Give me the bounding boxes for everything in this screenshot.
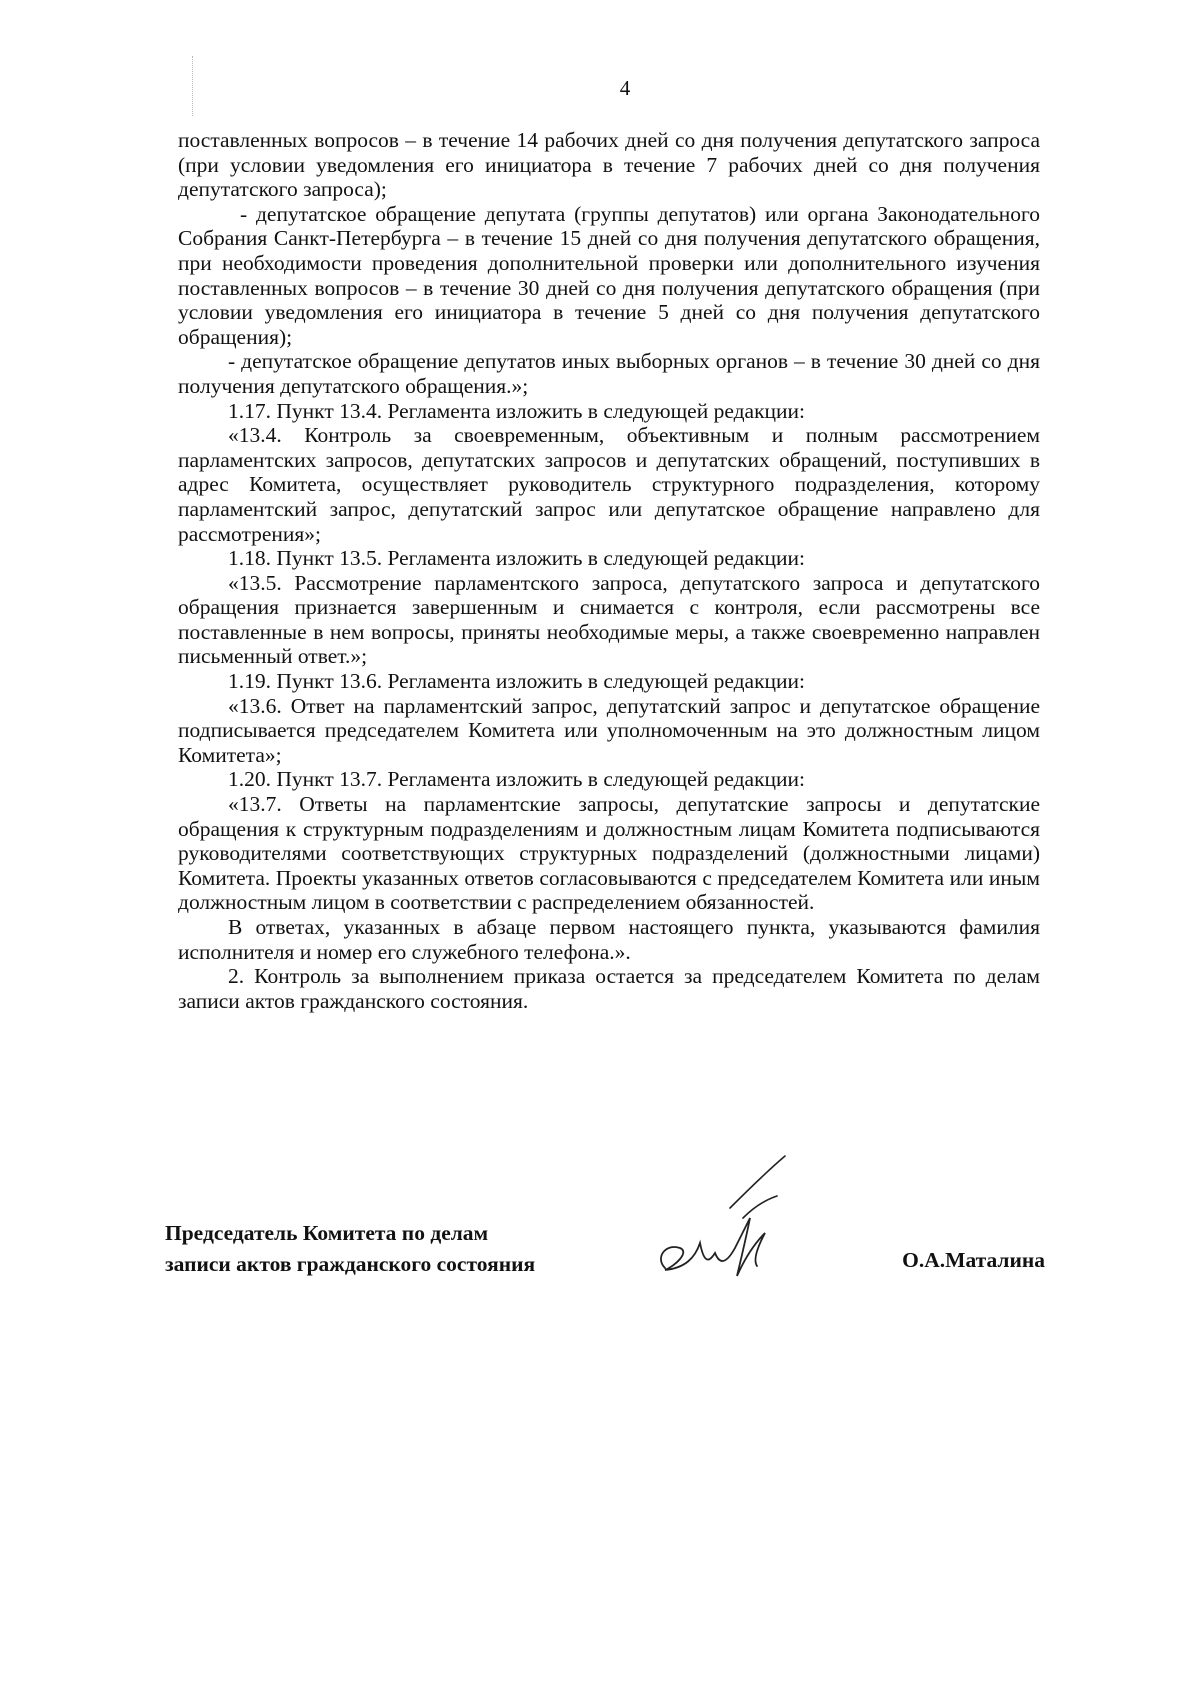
- page-number: 4: [619, 76, 631, 100]
- paragraph-clause-13-4: «13.4. Контроль за своевременным, объективным и полным рассмотрением парламентских запросов, депутатских запросов и депутатских обращений, поступивших в адрес Комитета, осуществляет руководитель структурного подразделения, которому парламентский запрос, депутатский запрос или депутатское обращение направлено для рассмотрения»;: [178, 423, 1040, 546]
- signatory-title-line2: записи актов гражданского состояния: [165, 1252, 536, 1276]
- paragraph-item-1-19: 1.19. Пункт 13.6. Регламента изложить в следующей редакции:: [228, 669, 806, 694]
- paragraph-clause-13-7: «13.7. Ответы на парламентские запросы, депутатские запросы и депутатские обращения к структурным подразделениям и должностным лицам Комитета подписываются руководителями соответствующих структурных подразделений (должностными лицами) Комитета. Проекты указанных ответов согласовываются с председателем Комитета или иным должностным лицом в соответствии с распределением обязанностей.: [178, 792, 1040, 915]
- paragraph-item-1-20: 1.20. Пункт 13.7. Регламента изложить в следующей редакции:: [228, 767, 806, 792]
- paragraph-control: 2. Контроль за выполнением приказа остается за председателем Комитета по делам записи актов гражданского состояния.: [178, 964, 1040, 1013]
- paragraph-answers-note: В ответах, указанных в абзаце первом настоящего пункта, указываются фамилия исполнителя и номер его служебного телефона.».: [178, 915, 1040, 964]
- paragraph-clause-13-5: «13.5. Рассмотрение парламентского запроса, депутатского запроса и депутатского обращения признается завершенным и снимается с контроля, если рассмотрены все поставленные в нем вопросы, приняты необходимые меры, а также своевременно направлен письменный ответ.»;: [178, 570, 1040, 669]
- paragraph-item-1-17: 1.17. Пункт 13.4. Регламента изложить в следующей редакции:: [228, 398, 806, 423]
- signatory-name: О.А.Маталина: [902, 1248, 1045, 1272]
- handwritten-signature-icon: [645, 1148, 805, 1298]
- paragraph-item-1-18: 1.18. Пункт 13.5. Регламента изложить в следующей редакции:: [228, 546, 806, 571]
- signature-block: [165, 1218, 1045, 1308]
- signatory-title-line1: Председатель Комитета по делам: [165, 1221, 489, 1245]
- paragraph-clause-13-6: «13.6. Ответ на парламентский запрос, депутатский запрос и депутатское обращение подписывается председателем Комитета или уполномоченным на это должностным лицом Комитета»;: [178, 693, 1040, 767]
- paragraph-deputy-appeal-zaks: - депутатское обращение депутата (группы депутатов) или органа Законодательного Собрания Санкт-Петербурга – в течение 15 дней со дня получения депутатского обращения, при необходимости проведения дополнительной проверки или дополнительного изучения поставленных вопросов – в течение 30 дней со дня получения депутатского обращения (при условии уведомления его инициатора в течение 5 дней со дня получения депутатского обращения);: [178, 201, 1040, 349]
- paragraph-deputy-appeal-other: - депутатское обращение депутатов иных выборных органов – в течение 30 дней со дня получения депутатского обращения.»;: [178, 349, 1040, 398]
- signatory-title: [165, 1218, 535, 1280]
- paragraph-continuation: поставленных вопросов – в течение 14 рабочих дней со дня получения депутатского запроса (при условии уведомления его инициатора в течение 7 рабочих дней со дня получения депутатского запроса);: [178, 128, 1040, 202]
- document-body: [178, 128, 1040, 1013]
